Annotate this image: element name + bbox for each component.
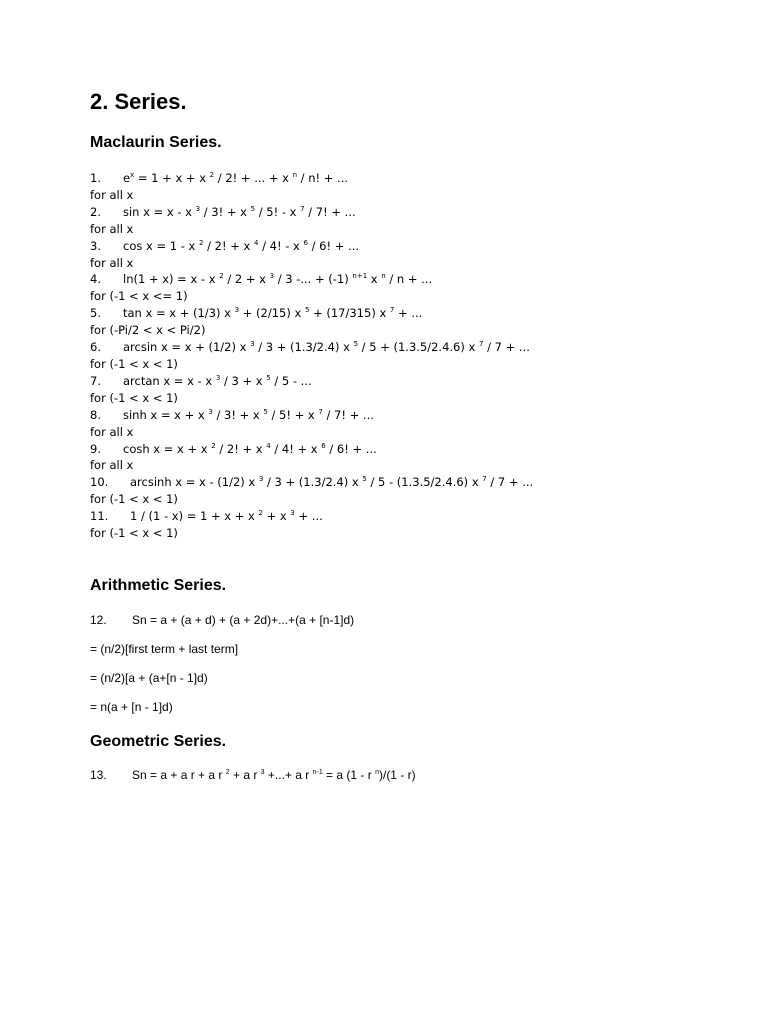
superscript: 5 [353, 340, 359, 349]
geometric-formula: Sn = a + a r + a r $^2$ + a r $^3$ +...+ a r $^{n-1}$ = a (1 - r $^n$)/(1 - r) [132, 768, 416, 782]
geometric-line [90, 768, 416, 782]
series-number: 8. [90, 407, 101, 422]
series-formula: 1 / (1 - x) = 1 + x + x $^2$ + x $^3$ + ... [130, 509, 323, 524]
series-condition: for all x [90, 221, 134, 236]
series-condition: for (-Pi/2 < x < Pi/2) [90, 323, 206, 338]
superscript: 7 [300, 204, 305, 213]
superscript: 3 [215, 373, 221, 382]
series-item [90, 441, 533, 458]
superscript: 2 [225, 769, 230, 776]
series-item [90, 339, 533, 356]
arithmetic-line-2: = (n/2)[first term + last term] [90, 642, 239, 656]
maclaurin-list [90, 170, 533, 542]
series-number: 5. [90, 306, 101, 321]
series-condition: for (-1 < x < 1) [90, 526, 178, 541]
superscript: 5 [266, 373, 271, 382]
series-number: 1. [90, 171, 101, 185]
superscript: n [381, 272, 386, 281]
maclaurin-heading: Maclaurin Series. [90, 134, 222, 151]
superscript: 5 [362, 475, 367, 484]
series-item [90, 170, 533, 187]
series-item [90, 373, 533, 390]
superscript: 7 [318, 407, 323, 416]
superscript: 6 [321, 441, 326, 450]
arithmetic-line-1 [90, 613, 354, 627]
superscript: 3 [250, 340, 255, 349]
arithmetic-line-3: = (n/2)[a + (a+[n - 1]d) [90, 671, 208, 685]
series-condition: for all x [90, 255, 134, 270]
series-number: 2. [90, 204, 101, 219]
superscript: 3 [269, 272, 275, 281]
series-item [90, 238, 533, 255]
series-item [90, 204, 533, 221]
series-condition: for (-1 < x < 1) [90, 390, 178, 405]
series-formula: $e^x = 1 + x + x$ $^2$ / 2! + ... + x $^n$ / n! + ... [123, 171, 349, 185]
superscript: 3 [208, 407, 213, 416]
series-formula: sinh x = x + x $^3$ / 3! + x $^5$ / 5! + x $^7$ / 7! + ... [123, 407, 374, 422]
series-formula: tan x = x + (1/3) x $^3$ + (2/15) x $^5$ + (17/315) x $^7$ + ... [123, 306, 423, 321]
superscript: 2 [219, 272, 224, 281]
superscript: x [130, 171, 135, 179]
series-number: 3. [90, 238, 101, 253]
superscript: 2 [199, 238, 204, 247]
series-item [90, 508, 533, 525]
series-number: 4. [90, 272, 101, 287]
superscript: 7 [478, 340, 484, 349]
series-formula: ln(1 + x) = x - x $^2$ / 2 + x $^3$ / 3 -... + (-1) $^{n+1}$ x $^n$ / n + ... [123, 272, 433, 287]
series-condition: for all x [90, 187, 134, 202]
superscript: 5 [263, 407, 268, 416]
series-formula: arctan x = x - x $^3$ / 3 + x $^5$ / 5 - ... [123, 373, 312, 388]
superscript: 7 [389, 306, 395, 315]
series-number: 6. [90, 340, 101, 355]
superscript: n [375, 769, 379, 776]
series-formula: sin x = x - x $^3$ / 3! + x $^5$ / 5! - x $^7$ / 7! + ... [123, 204, 356, 219]
series-condition: for (-1 < x <= 1) [90, 289, 188, 304]
superscript: 4 [254, 238, 259, 247]
series-item [90, 474, 533, 491]
series-number: 11. [90, 509, 109, 524]
series-number: 10. [90, 475, 109, 490]
superscript: 3 [290, 509, 295, 518]
superscript: 3 [195, 204, 201, 213]
arithmetic-line-4: = n(a + [n - 1]d) [90, 700, 173, 714]
arithmetic-formula: Sn = a + (a + d) + (a + 2d)+...+(a + [n-1]d) [132, 613, 355, 627]
superscript: 2 [258, 509, 263, 518]
superscript: n [292, 171, 298, 179]
series-number: 9. [90, 441, 101, 456]
superscript: 6 [303, 238, 308, 247]
series-condition: for all x [90, 458, 134, 473]
series-item [90, 305, 533, 322]
superscript: 4 [266, 441, 271, 450]
series-formula: cos x = 1 - x $^2$ / 2! + x $^4$ / 4! - x $^6$ / 6! + ... [123, 238, 360, 253]
series-item [90, 271, 533, 288]
superscript: 7 [482, 475, 487, 484]
superscript: n-1 [312, 769, 323, 776]
superscript: 5 [304, 306, 310, 315]
superscript: 3 [258, 475, 264, 484]
page-title: 2. Series. [90, 89, 187, 114]
series-formula: arcsinh x = x - (1/2) x $^3$ / 3 + (1.3/2.4) x $^5$ / 5 - (1.3.5/2.4.6) x $^7$ / 7 + ... [130, 475, 534, 490]
series-number: 7. [90, 373, 101, 388]
superscript: n+1 [352, 272, 368, 281]
series-condition: for (-1 < x < 1) [90, 492, 178, 507]
arithmetic-number: 12. [90, 613, 107, 627]
series-condition: for all x [90, 424, 134, 439]
arithmetic-heading: Arithmetic Series. [90, 577, 227, 594]
series-formula: arcsin x = x + (1/2) x $^3$ / 3 + (1.3/2.4) x $^5$ / 5 + (1.3.5/2.4.6) x $^7$ / 7 + ... [123, 340, 530, 355]
superscript: 5 [250, 204, 256, 213]
geometric-heading: Geometric Series. [90, 733, 227, 750]
superscript: 2 [211, 441, 216, 450]
series-condition: for (-1 < x < 1) [90, 356, 178, 371]
series-formula: cosh x = x + x $^2$ / 2! + x $^4$ / 4! + x $^6$ / 6! + ... [123, 441, 377, 456]
superscript: 2 [209, 171, 215, 179]
superscript: 3 [234, 306, 240, 315]
series-item [90, 407, 533, 424]
geometric-number: 13. [90, 768, 107, 782]
superscript: 3 [260, 769, 265, 776]
